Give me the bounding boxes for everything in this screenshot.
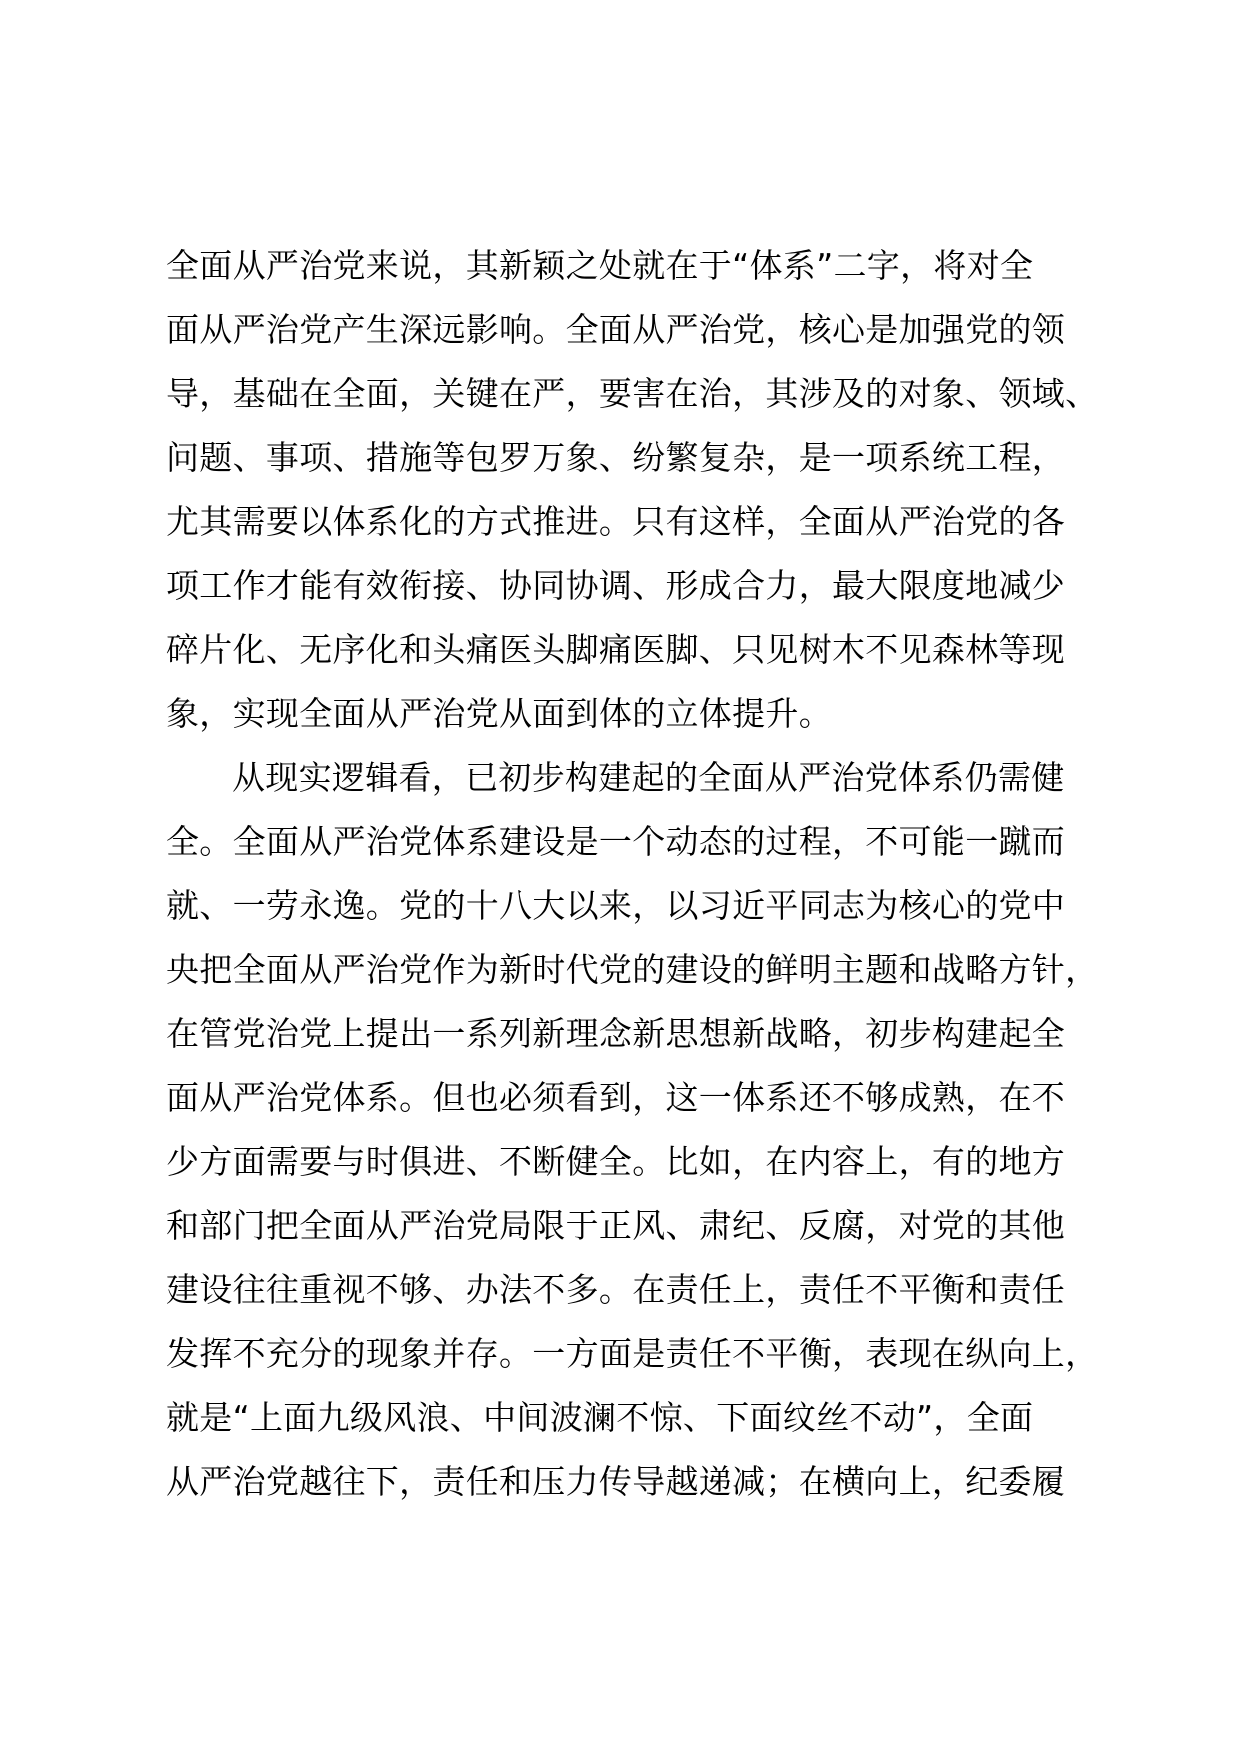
text-line: 项工作才能有效衔接、协同协调、形成合力，最大限度地减少 (166, 566, 1066, 605)
text-line: 尤其需要以体系化的方式推进。只有这样，全面从严治党的各 (166, 502, 1066, 541)
body-text (166, 234, 1126, 1514)
text-line: 就是“上面九级风浪、中间波澜不惊、下面纹丝不动”，全面 (166, 1398, 1034, 1437)
text-line: 全。全面从严治党体系建设是一个动态的过程，不可能一蹴而 (166, 822, 1066, 861)
text-line: 全面从严治党来说，其新颖之处就在于“体系”二字，将对全 (166, 246, 1034, 285)
paragraph-first-line: 从现实逻辑看，已初步构建起的全面从严治党体系仍需健 (232, 758, 1065, 797)
text-line: 碎片化、无序化和头痛医头脚痛医脚、只见树木不见森林等现 (166, 630, 1066, 669)
text-line: 和部门把全面从严治党局限于正风、肃纪、反腐，对党的其他 (166, 1206, 1066, 1245)
text-line: 在管党治党上提出一系列新理念新思想新战略，初步构建起全 (166, 1014, 1066, 1053)
text-line: 象，实现全面从严治党从面到体的立体提升。 (166, 694, 832, 733)
text-line: 就、一劳永逸。党的十八大以来，以习近平同志为核心的党中 (166, 886, 1066, 925)
text-line: 少方面需要与时俱进、不断健全。比如，在内容上，有的地方 (166, 1142, 1066, 1181)
text-line: 央把全面从严治党作为新时代党的建设的鲜明主题和战略方针， (166, 950, 1099, 989)
text-line: 问题、事项、措施等包罗万象、纷繁复杂，是一项系统工程， (166, 438, 1066, 477)
text-line: 从严治党越往下，责任和压力传导越递减；在横向上，纪委履 (166, 1462, 1066, 1501)
text-line: 建设往往重视不够、办法不多。在责任上，责任不平衡和责任 (166, 1270, 1066, 1309)
text-line: 导，基础在全面，关键在严，要害在治，其涉及的对象、领域、 (166, 374, 1099, 413)
text-line: 面从严治党体系。但也必须看到，这一体系还不够成熟，在不 (166, 1078, 1066, 1117)
text-line: 发挥不充分的现象并存。一方面是责任不平衡，表现在纵向上， (166, 1334, 1099, 1373)
text-line: 面从严治党产生深远影响。全面从严治党，核心是加强党的领 (166, 310, 1066, 349)
